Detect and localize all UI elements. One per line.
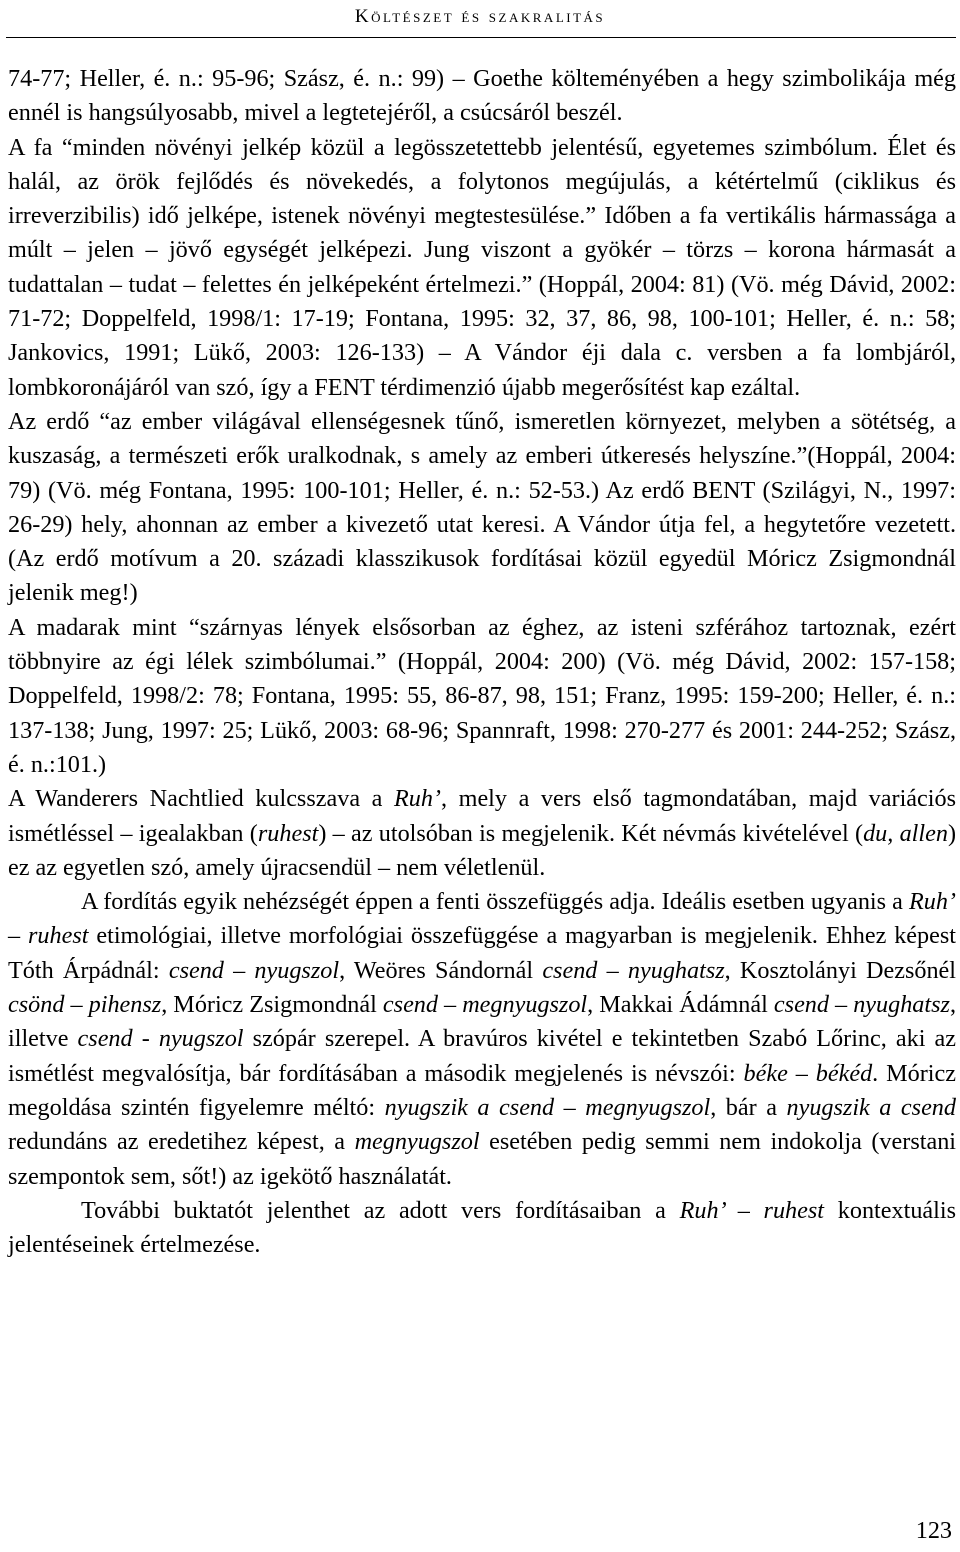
italic-text: megnyugszol [354,1128,480,1156]
italic-text: béke – békéd [743,1059,873,1087]
page-number: 123 [915,1517,952,1544]
text-span: A fordítás egyik nehézségét éppen a fenti összefüggés adja. Ideális esetben ugyanis a [81,888,909,916]
text-span: További buktatót jelenthet az adott vers fordításaiban a [81,1196,680,1224]
text-span: 74-77; Heller, é. n.: 95-96; Szász, é. n.: 99) – Goethe költeményében a hegy szimbolikája még ennél is hangsúlyosabb, mivel a legtetejéről, a csúcsáról beszél. [8,65,956,127]
text-span: redundáns az eredetihez képest, a [8,1128,355,1156]
paragraph [8,782,956,885]
text-span: A Wanderers Nachtlied kulcsszava a [8,785,394,813]
text-span: etimológiai, illetve morfológiai összefüggése a magyarban is megjelenik. Ehhez képest Tóth Árpádnál: [8,922,957,984]
italic-text: nyugszik a csend – megnyugszol [384,1093,711,1121]
text-span: , Makkai Ádámnál [587,991,774,1019]
running-head: Költészet és szakralitás [354,6,606,27]
italic-text: csönd – pihensz [8,991,162,1019]
italic-text: csend – nyughatsz [542,956,725,984]
paragraph [8,62,956,131]
text-span: Az erdő “az ember világával ellenségesnek tűnő, ismeretlen környezet, melyben a sötétség, a kuszaság, a természeti erők uralkodnak, s amely az emberi útkeresés helyszíne.”(Hoppál, 2004: 79) (Vö. még Fontana, 1995: 100-101; Heller, é. n.: 52-53.) Az erdő BENT (Szilágyi, N., 1997: 26-29) hely, ahonnan az ember a kivezető utat keresi. A Vándor útja fel, a hegytetőre vezetett. (Az erdő motívum a 20. századi klasszikusok fordításai közül egyedül Móricz Zsigmondnál jelenik meg!) [8,407,956,607]
header-divider [6,37,956,38]
text-span: ) ez az egyetlen szó, amely újracsendül – nem véletlenül. [8,819,956,881]
italic-text: ruhest [257,819,319,847]
text-span: kontextuális jelentéseinek értelmezése. [8,1196,956,1259]
paragraph [8,1194,956,1263]
text-span: szópár szerepel. A bravúros kivétel e tekintetben Szabó Lőrinc, aki az ismétlést megvalósítja, bár fordításában a második megjelenés is névszói: [8,1025,956,1087]
italic-text: nyugszik a csend [786,1093,956,1121]
italic-text: du, allen [863,819,948,847]
text-span: , Kosztolányi Dezsőnél [724,956,957,984]
paragraph [8,405,956,611]
italic-text: csend - nyugszol [77,1025,244,1053]
body-text [8,62,956,1262]
italic-text: csend – megnyugszol [382,991,588,1019]
text-span: , bár a [710,1093,787,1121]
italic-text: Ruh’ – ruhest [679,1196,825,1224]
text-span: , Móricz Zsigmondnál [161,991,383,1019]
text-span: A madarak mint “szárnyas lények elsősorban az éghez, az isteni szférához tartoznak, ezért többnyire az égi lélek szimbólumai.” (Hoppál, 2004: 200) (Vö. még Dávid, 2002: 157-158; Doppelfeld, 1998/2: 78; Fontana, 1995: 55, 86-87, 98, 151; Franz, 1995: 159-200; Heller, é. n.: 137-138; Jung, 1997: 25; Lükő, 2003: 68-96; Spannraft, 1998: 270-277 és 2001: 244-252; Szász, é. n.:101.) [8,613,956,778]
italic-text: csend – nyugszol [168,956,340,984]
paragraph [8,611,956,782]
text-span: , Weöres Sándornál [339,956,543,984]
paragraph [8,131,956,405]
italic-text: Ruh’ [393,785,441,813]
paragraph [8,885,956,1194]
text-span: A fa “minden növényi jelkép közül a legösszetettebb jelentésű, egyetemes szimbólum. Élet és halál, az örök fejlődés és növekedés, a folytonos megújulás, a kétértelmű (ciklikus és irreverzibilis) idő jelképe, istenek növényi megtestesülése.” Időben a fa vertikális hármassága a múlt – jelen – jövő egységét jelképezi. Jung viszont a gyökér – törzs – korona hármasát a tudattalan – tudat – felettes én jelképeként értelmezi.” (Hoppál, 2004: 81) (Vö. még Dávid, 2002: 71-72; Doppelfeld, 1998/1: 17-19; Fontana, 1995: 32, 37, 86, 98, 100-101; Heller, é. n.: 58; Jankovics, 1991; Lükő, 2003: 126-133) – A Vándor éji dala c. versben a fa lombjáról, lombkoronájáról van szó, így a FENT térdimenzió újabb megerősítést kap ezáltal. [8,133,956,401]
text-span: , illetve [8,991,956,1053]
text-span: . Móricz megoldása szintén figyelemre méltó: [8,1059,956,1121]
text-span: , mely a vers első tagmondatában, majd variációs ismétléssel – igealakban ( [8,785,956,847]
text-span: ) – az utolsóban is megjelenik. Két névmás kivételével ( [318,819,864,847]
text-span: esetében pedig semmi nem indokolja (verstani szempontok sem, sőt!) az igekötő használatát. [8,1128,957,1190]
italic-text: csend – nyughatsz [773,991,950,1019]
italic-text: Ruh’ – ruhest [8,888,956,950]
